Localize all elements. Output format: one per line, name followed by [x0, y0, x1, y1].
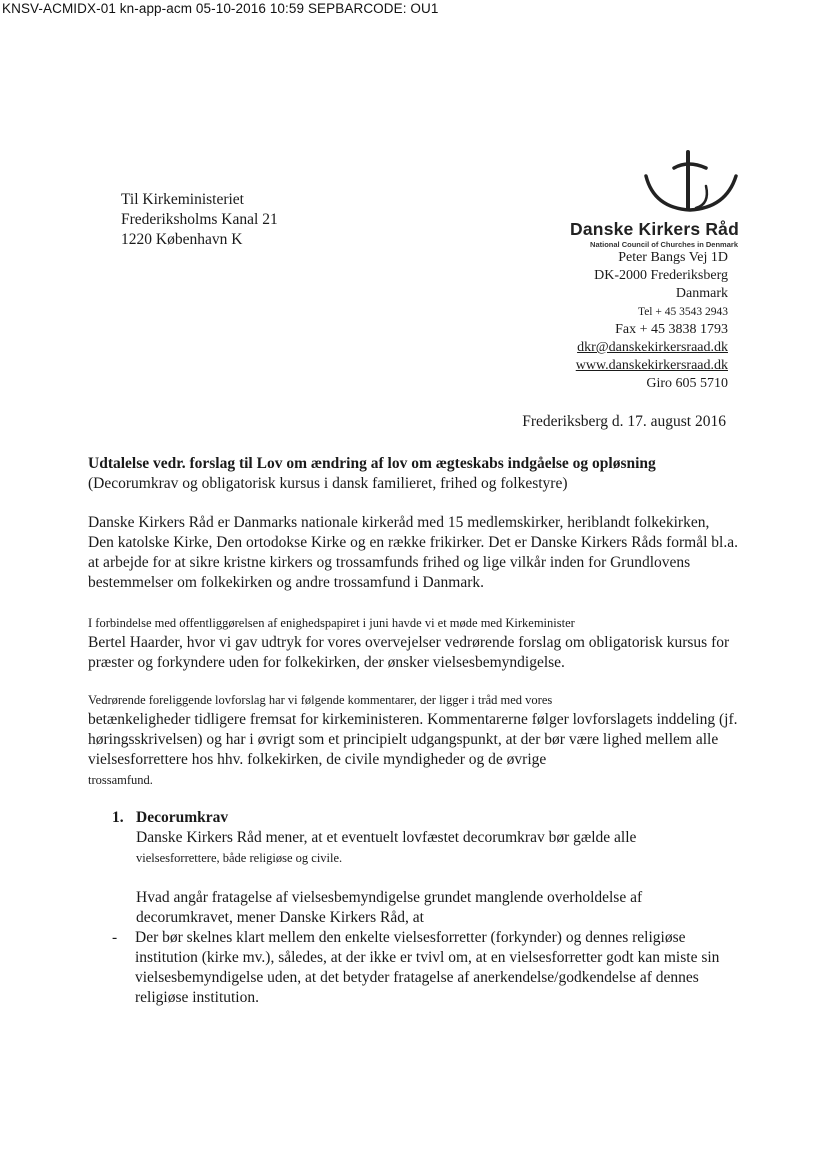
sender-address: [576, 249, 728, 393]
paragraph-text: Bertel Haarder, hvor vi gav udtryk for vores overvejelser vedrørende forslag om obligatorisk kursus for præster og forkyndere uden for folkekirken, der ønsker vielsesbemyndigelse.: [88, 634, 730, 671]
section-decorumkrav: [112, 808, 732, 1008]
fax-header: KNSV-ACMIDX-01 kn-app-acm 05-10-2016 10:59 SEPBARCODE: OU1: [2, 1, 439, 16]
cross-boat-logo-icon: [640, 146, 742, 218]
org-name: Danske Kirkers Råd: [570, 219, 739, 239]
paragraph-line: trossamfund.: [88, 773, 153, 787]
recipient-line: Frederiksholms Kanal 21: [121, 211, 278, 228]
bullet-text: Der bør skelnes klart mellem den enkelte vielsesforretter (forkynder) og dennes religiøse institution (kirke mv.), således, at der ikke er tvivl om, at en vielsesforretter godt kan miste sin vielsesbemyndigelse uden, at det betyder fratagelse af anerkendelse/godkendelse af dennes religiøse institution.: [135, 929, 720, 1006]
sender-fax: Fax + 45 3838 1793: [615, 322, 728, 337]
section-line: vielsesforrettere, både religiøse og civile.: [136, 851, 343, 865]
section-heading: [112, 808, 732, 828]
paragraph-line: Vedrørende foreliggende lovforslag har vi følgende kommentarer, der ligger i tråd med vores: [88, 693, 553, 707]
section-paragraph: Hvad angår fratagelse af vielsesbemyndigelse grundet manglende overholdelse af decorumkravet, mener Danske Kirkers Råd, at: [136, 889, 643, 926]
sender-country: Danmark: [675, 286, 728, 301]
recipient-address: [121, 190, 278, 250]
paragraph-line: I forbindelse med offentliggørelsen af enighedspapiret i juni havde vi et møde med Kirkeminister: [88, 616, 575, 630]
subject-title: Udtalelse vedr. forslag til Lov om ændring af lov om ægteskabs indgåelse og opløsning: [88, 455, 656, 472]
recipient-line: Til Kirkeministeriet: [121, 191, 244, 208]
paragraph-text: Danske Kirkers Råd er Danmarks nationale kirkeråd med 15 medlemskirker, heriblandt folkekirken, Den katolske Kirke, Den ortodokse Kirke og en række frikirker. Det er Danske Kirkers Råds formål bl.a. at arbejde for at sikre kristne kirkers og trossamfunds frihed og lige vilkår inden for Grundlovens bestemmelser om folkekirken og andre trossamfund i Danmark.: [88, 514, 738, 591]
paragraph-text: betænkeligheder tidligere fremsat for kirkeministeren. Kommentarerne følger lovforslagets inddeling (jf. høringsskrivelsen) og har i øvrigt som et principielt udgangspunkt, at der bør være lighed mellem alle vielsesforrettere hos hhv. folkekirken, de civile myndigheder og de øvrige: [88, 711, 738, 768]
comments-paragraph: [88, 690, 738, 790]
subject-subtitle: (Decorumkrav og obligatorisk kursus i dansk familieret, frihed og folkestyre): [88, 475, 568, 492]
email-link[interactable]: dkr@danskekirkersraad.dk: [577, 340, 728, 355]
sender-city: DK-2000 Frederiksberg: [594, 268, 728, 283]
meeting-paragraph: [88, 613, 738, 673]
bullet-marker: -: [112, 929, 118, 946]
section-line: Danske Kirkers Råd mener, at et eventuelt lovfæstet decorumkrav bør gælde alle: [136, 829, 637, 846]
sender-street: Peter Bangs Vej 1D: [618, 250, 728, 265]
date-line: Frederiksberg d. 17. august 2016: [522, 413, 726, 430]
sender-tel: Tel + 45 3543 2943: [637, 306, 728, 318]
section-number: 1.: [112, 809, 124, 826]
section-title: Decorumkrav: [136, 809, 229, 826]
org-subtitle: National Council of Churches in Denmark: [590, 240, 738, 249]
subject-block: [88, 454, 738, 494]
intro-paragraph: [88, 513, 738, 593]
website-link[interactable]: www.danskekirkersraad.dk: [575, 358, 728, 373]
recipient-line: 1220 København K: [121, 231, 243, 248]
sender-giro: Giro 605 5710: [646, 376, 728, 391]
list-item: [88, 928, 732, 1008]
section-text: [112, 828, 732, 868]
